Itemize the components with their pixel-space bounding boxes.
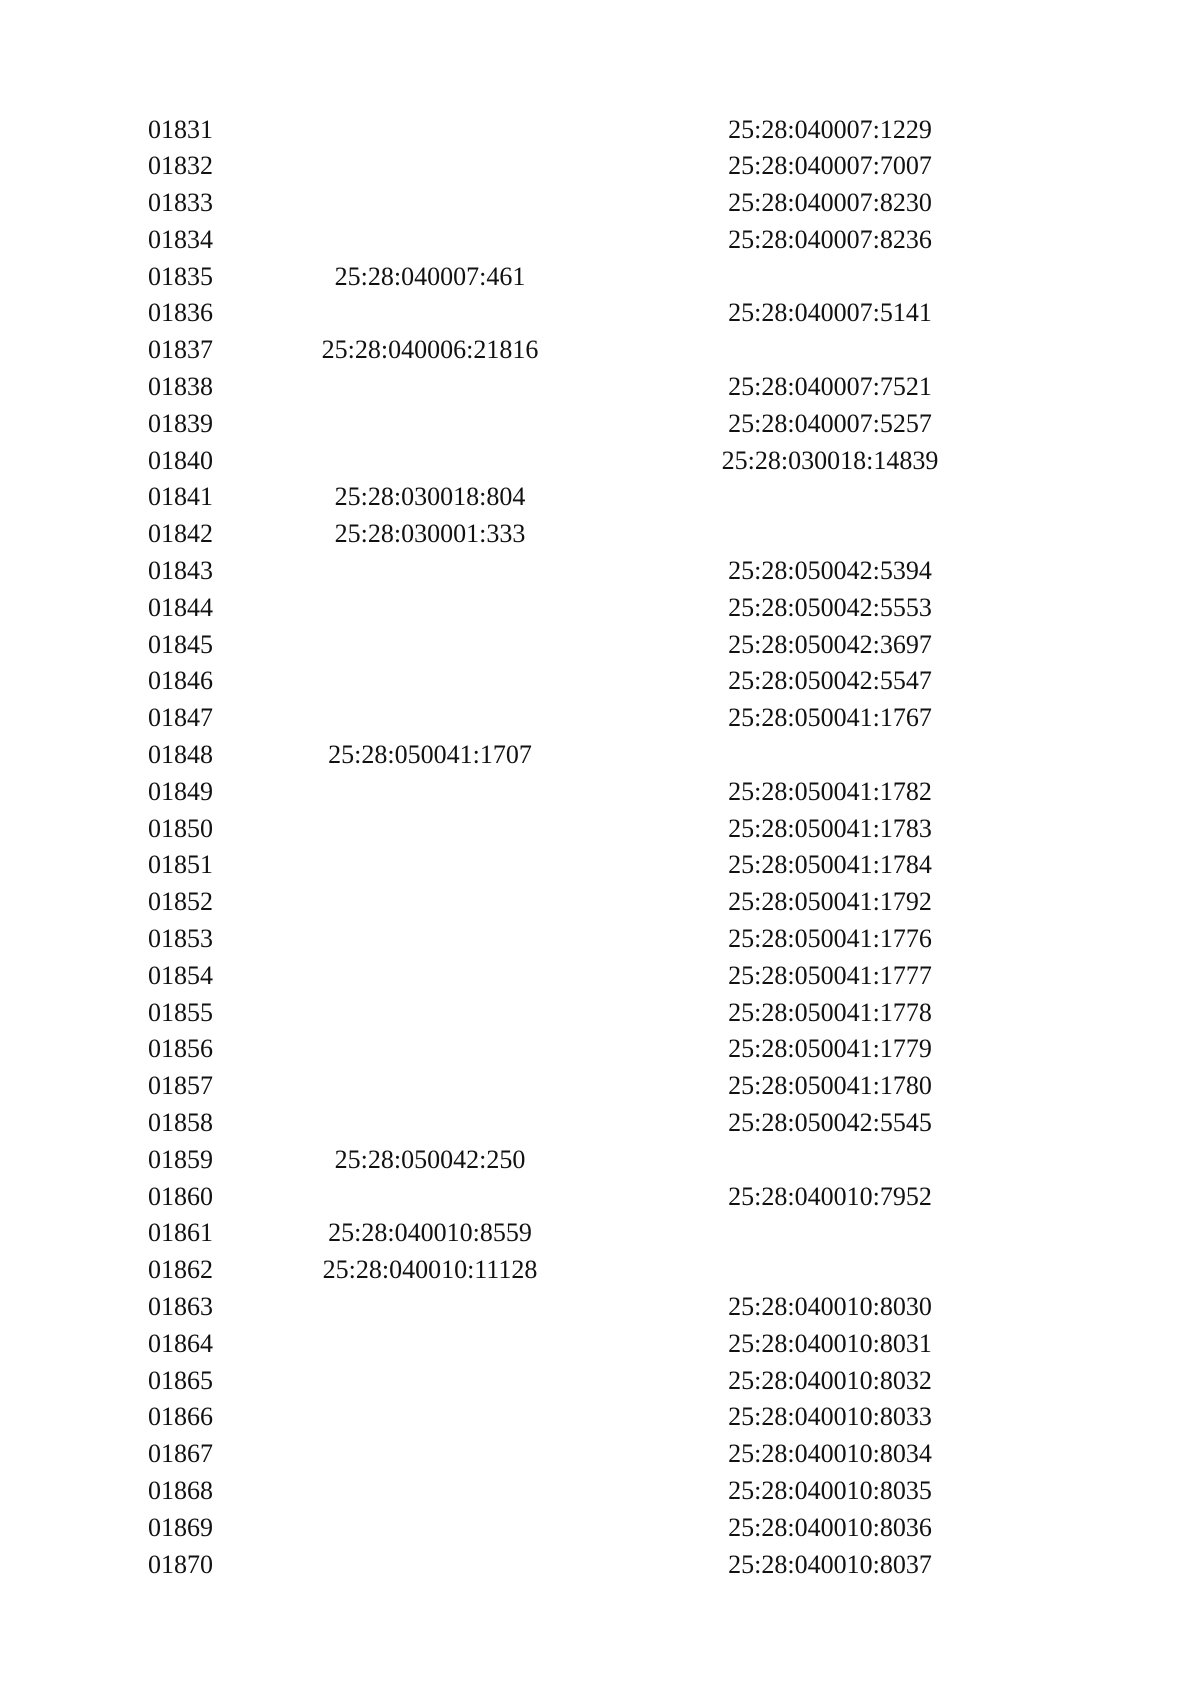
cadastral-number-right: 25:28:050042:5394 (728, 556, 932, 586)
table-row (0, 811, 1200, 848)
cadastral-number-left: 25:28:040010:11128 (322, 1255, 538, 1285)
record-list (0, 112, 1200, 1584)
row-number: 01846 (148, 666, 213, 696)
cadastral-number-right: 25:28:040007:8230 (728, 188, 932, 218)
table-row (0, 1142, 1200, 1179)
table-row (0, 222, 1200, 259)
table-row (0, 590, 1200, 627)
table-row (0, 369, 1200, 406)
table-row (0, 774, 1200, 811)
table-row (0, 553, 1200, 590)
table-row (0, 884, 1200, 921)
row-number: 01870 (148, 1549, 213, 1579)
row-number: 01869 (148, 1512, 213, 1542)
row-number: 01835 (148, 261, 213, 291)
row-number: 01868 (148, 1475, 213, 1505)
table-row (0, 1363, 1200, 1400)
cadastral-number-right: 25:28:050041:1780 (728, 1071, 932, 1101)
table-row (0, 1399, 1200, 1436)
row-number: 01837 (148, 335, 213, 365)
row-number: 01836 (148, 298, 213, 328)
row-number: 01854 (148, 960, 213, 990)
cadastral-number-right: 25:28:050041:1777 (728, 960, 932, 990)
row-number: 01834 (148, 224, 213, 254)
row-number: 01845 (148, 629, 213, 659)
row-number: 01840 (148, 445, 213, 475)
table-row (0, 663, 1200, 700)
table-row (0, 148, 1200, 185)
table-row (0, 1252, 1200, 1289)
row-number: 01848 (148, 740, 213, 770)
table-row (0, 1215, 1200, 1252)
cadastral-number-right: 25:28:040007:5141 (728, 298, 932, 328)
row-number: 01865 (148, 1365, 213, 1395)
table-row (0, 185, 1200, 222)
table-row (0, 406, 1200, 443)
table-row (0, 1031, 1200, 1068)
table-row (0, 847, 1200, 884)
row-number: 01861 (148, 1218, 213, 1248)
cadastral-number-right: 25:28:040010:7952 (728, 1181, 932, 1211)
table-row (0, 1473, 1200, 1510)
table-row (0, 921, 1200, 958)
row-number: 01847 (148, 703, 213, 733)
row-number: 01844 (148, 592, 213, 622)
table-row (0, 259, 1200, 296)
table-row (0, 479, 1200, 516)
table-row (0, 1510, 1200, 1547)
table-row (0, 295, 1200, 332)
table-row (0, 516, 1200, 553)
table-row (0, 1547, 1200, 1584)
table-row (0, 737, 1200, 774)
row-number: 01841 (148, 482, 213, 512)
cadastral-number-right: 25:28:050041:1792 (728, 887, 932, 917)
cadastral-number-right: 25:28:040010:8037 (728, 1549, 932, 1579)
cadastral-number-right: 25:28:050041:1778 (728, 997, 932, 1027)
row-number: 01839 (148, 408, 213, 438)
cadastral-number-right: 25:28:050042:3697 (728, 629, 932, 659)
row-number: 01859 (148, 1144, 213, 1174)
cadastral-number-right: 25:28:040010:8036 (728, 1512, 932, 1542)
cadastral-number-right: 25:28:040010:8035 (728, 1475, 932, 1505)
cadastral-number-right: 25:28:030018:14839 (721, 445, 939, 475)
table-row (0, 443, 1200, 480)
table-row (0, 332, 1200, 369)
row-number: 01838 (148, 372, 213, 402)
cadastral-number-left: 25:28:040010:8559 (328, 1218, 532, 1248)
table-row (0, 1105, 1200, 1142)
row-number: 01860 (148, 1181, 213, 1211)
cadastral-number-right: 25:28:050041:1782 (728, 776, 932, 806)
cadastral-number-left: 25:28:040007:461 (334, 261, 526, 291)
cadastral-number-right: 25:28:040007:7007 (728, 151, 932, 181)
row-number: 01864 (148, 1328, 213, 1358)
row-number: 01856 (148, 1034, 213, 1064)
row-number: 01831 (148, 114, 213, 144)
row-number: 01853 (148, 924, 213, 954)
table-row (0, 1289, 1200, 1326)
table-row (0, 1068, 1200, 1105)
cadastral-number-right: 25:28:040010:8031 (728, 1328, 932, 1358)
cadastral-number-left: 25:28:040006:21816 (321, 335, 539, 365)
row-number: 01857 (148, 1071, 213, 1101)
cadastral-number-right: 25:28:040007:8236 (728, 224, 932, 254)
cadastral-number-right: 25:28:050042:5545 (728, 1108, 932, 1138)
row-number: 01832 (148, 151, 213, 181)
row-number: 01833 (148, 188, 213, 218)
row-number: 01867 (148, 1439, 213, 1469)
row-number: 01862 (148, 1255, 213, 1285)
cadastral-number-right: 25:28:050042:5547 (728, 666, 932, 696)
table-row (0, 700, 1200, 737)
cadastral-number-right: 25:28:050042:5553 (728, 592, 932, 622)
row-number: 01855 (148, 997, 213, 1027)
cadastral-number-right: 25:28:050041:1776 (728, 924, 932, 954)
table-row (0, 1436, 1200, 1473)
cadastral-number-right: 25:28:040007:1229 (728, 114, 932, 144)
row-number: 01866 (148, 1402, 213, 1432)
row-number: 01842 (148, 519, 213, 549)
row-number: 01849 (148, 776, 213, 806)
cadastral-number-right: 25:28:040010:8033 (728, 1402, 932, 1432)
cadastral-number-left: 25:28:050041:1707 (328, 740, 532, 770)
cadastral-number-right: 25:28:050041:1784 (728, 850, 932, 880)
row-number: 01851 (148, 850, 213, 880)
row-number: 01858 (148, 1108, 213, 1138)
row-number: 01863 (148, 1292, 213, 1321)
cadastral-number-right: 25:28:040010:8030 (728, 1292, 932, 1321)
table-row (0, 1326, 1200, 1363)
row-number: 01850 (148, 813, 213, 843)
cadastral-number-right: 25:28:050041:1767 (728, 703, 932, 733)
cadastral-number-right: 25:28:050041:1779 (728, 1034, 932, 1064)
table-row (0, 958, 1200, 995)
row-number: 01843 (148, 556, 213, 586)
row-number: 01852 (148, 887, 213, 917)
cadastral-number-right: 25:28:040010:8034 (728, 1439, 932, 1469)
cadastral-number-right: 25:28:040010:8032 (728, 1365, 932, 1395)
cadastral-number-left: 25:28:050042:250 (334, 1144, 526, 1174)
cadastral-number-right: 25:28:040007:5257 (728, 408, 932, 438)
table-row (0, 112, 1200, 149)
cadastral-number-right: 25:28:040007:7521 (728, 372, 932, 402)
cadastral-number-right: 25:28:050041:1783 (728, 813, 932, 843)
table-row (0, 995, 1200, 1032)
cadastral-number-left: 25:28:030001:333 (334, 519, 526, 549)
table-row (0, 1179, 1200, 1216)
table-row (0, 627, 1200, 664)
cadastral-number-left: 25:28:030018:804 (334, 482, 526, 512)
